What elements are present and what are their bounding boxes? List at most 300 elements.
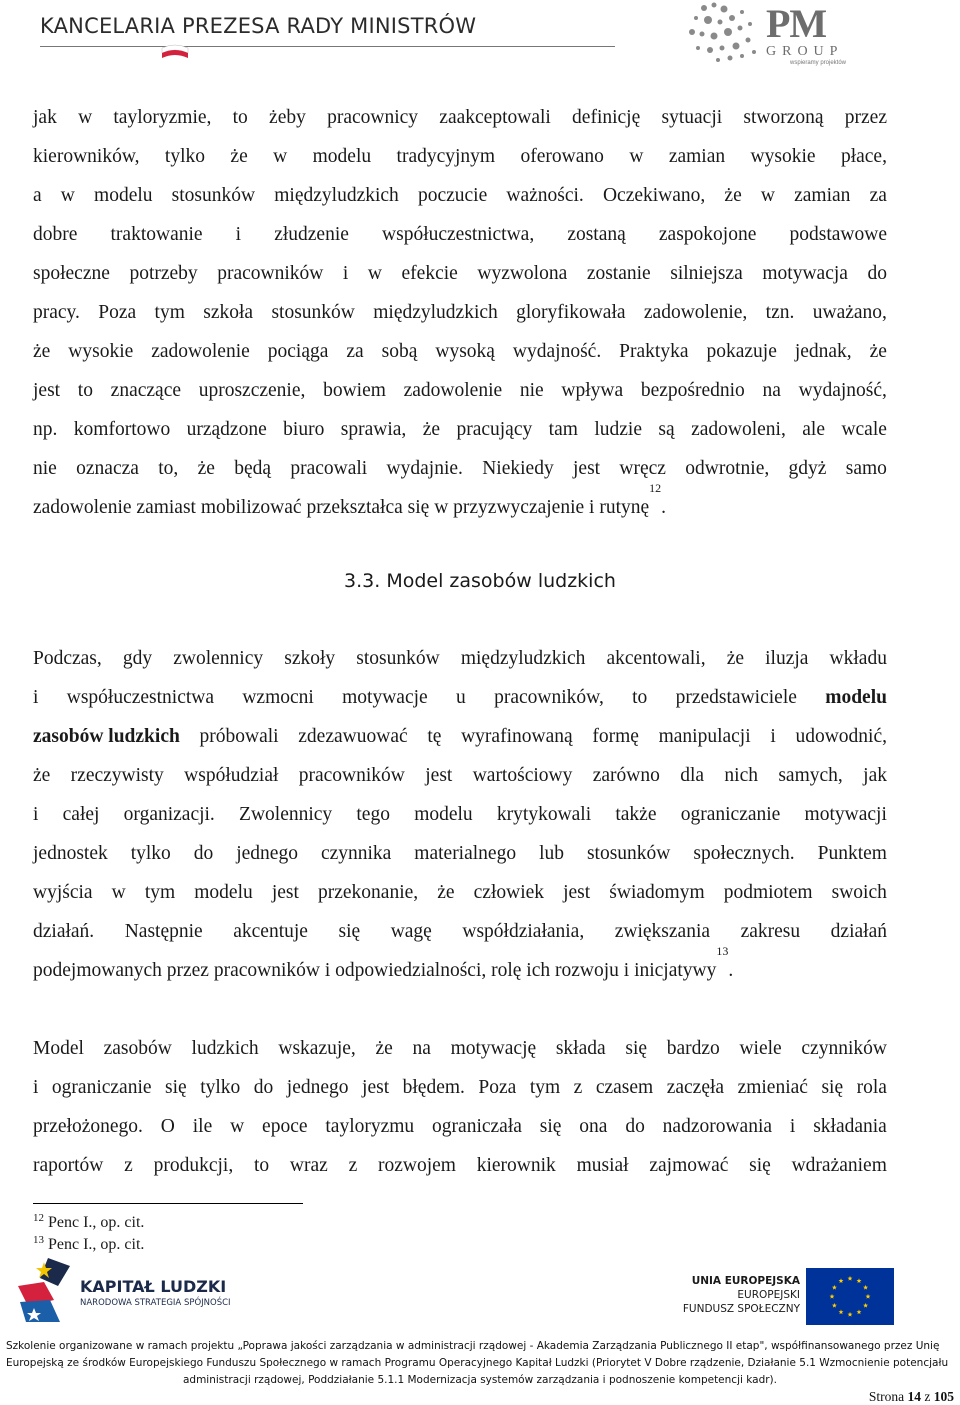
word: za xyxy=(869,185,887,206)
paragraph-1 xyxy=(33,98,887,527)
word: wysoką xyxy=(435,341,495,362)
word: a xyxy=(33,185,42,206)
word: rozwojem xyxy=(377,1155,456,1176)
word: czasem xyxy=(595,1077,654,1098)
word: modelu xyxy=(94,185,153,206)
word: pracowników xyxy=(217,263,324,284)
word: czynników xyxy=(801,1038,887,1059)
word: przez xyxy=(844,107,887,128)
word: jednostek xyxy=(33,843,108,864)
text-line xyxy=(33,98,887,137)
word: że xyxy=(197,458,215,479)
eu-flag-icon xyxy=(806,1268,894,1325)
word: jest xyxy=(271,882,299,903)
text-line xyxy=(33,1146,887,1185)
word: że xyxy=(422,419,441,440)
word: czynnika xyxy=(320,843,392,864)
pm-logo-tagline: wspieramy projektów xyxy=(790,60,847,66)
word: gloryfikowała xyxy=(516,302,626,323)
word: współudział xyxy=(184,765,279,786)
word: raportów xyxy=(33,1155,104,1176)
word: jednak, xyxy=(794,341,852,362)
word: szkoła xyxy=(203,302,254,323)
word: formę xyxy=(592,726,639,747)
word: działań. xyxy=(33,921,95,942)
word: nich xyxy=(724,765,758,786)
word: ograniczanie xyxy=(680,804,781,825)
text-line xyxy=(33,449,887,488)
text-line xyxy=(33,912,887,951)
word: wagę xyxy=(390,921,432,942)
word: tym xyxy=(529,1077,561,1098)
text-line xyxy=(33,215,887,254)
word: działań xyxy=(830,921,887,942)
word: wyrafinowaną xyxy=(461,726,573,747)
word: ludzie xyxy=(594,419,642,440)
word: modelu xyxy=(414,804,473,825)
kapital-ludzki-subtitle: NARODOWA STRATEGIA SPÓJNOŚCI xyxy=(80,1298,231,1308)
word: to xyxy=(232,107,248,128)
text-line xyxy=(33,293,887,332)
word: ale xyxy=(802,419,826,440)
word: zadowolenie, xyxy=(643,302,748,323)
word: Podczas, xyxy=(33,648,102,669)
word: stworzoną xyxy=(743,107,824,128)
word: składania xyxy=(813,1116,887,1137)
word: tradycyjnym xyxy=(396,146,496,167)
word: silniejsza xyxy=(670,263,743,284)
word: międzyludzkich xyxy=(274,185,399,206)
word: zostaną xyxy=(567,224,626,245)
word: definicję xyxy=(572,107,641,128)
text-line xyxy=(33,834,887,873)
word: w xyxy=(760,185,775,206)
word: gdyż xyxy=(788,458,827,479)
footnote-13 xyxy=(33,1236,144,1254)
word: nie xyxy=(519,380,544,401)
word: wysokie xyxy=(750,146,816,167)
word: międzyludzkich xyxy=(373,302,498,323)
word: tylko xyxy=(164,146,206,167)
eu-label-line: EUROPEJSKI xyxy=(737,1289,800,1301)
word: lub xyxy=(539,843,564,864)
word: na xyxy=(412,1038,431,1059)
footnote-separator xyxy=(33,1203,303,1204)
footer-info-line: Szkolenie organizowane w ramach projektu „Poprawa jakości zarządzania w administracji rządowej - Akademia Zarządzania Publicznego II etap", współfinansowanego przez Unię xyxy=(6,1340,940,1352)
word: wkładu xyxy=(829,648,887,669)
footer-info-line: Europejską ze środków Europejskiego Funduszu Społecznego w ramach Programu Operacyjnego Kapitał Ludzki (Priorytet V Dobre rządzenie, Działanie 5.1 Wzmocnienie potencjału xyxy=(6,1357,949,1369)
word: organizacji. xyxy=(123,804,215,825)
word: jest xyxy=(33,380,61,401)
sentence-end: . xyxy=(728,960,734,981)
footnote-number: 12 xyxy=(33,1212,44,1224)
text-line xyxy=(33,717,887,756)
word: wydajność, xyxy=(798,380,887,401)
word: współdziałania, xyxy=(462,921,585,942)
word: u xyxy=(456,687,466,708)
word: bezpośrednio xyxy=(640,380,745,401)
word: potrzeby xyxy=(129,263,198,284)
word: tę xyxy=(427,726,442,747)
word: jest xyxy=(362,1077,390,1098)
word: do xyxy=(193,843,214,864)
word: szkoły xyxy=(284,648,336,669)
word: modelu xyxy=(194,882,253,903)
word: wydajność. xyxy=(512,341,602,362)
word: samo xyxy=(845,458,887,479)
page-number xyxy=(869,1389,954,1405)
word: się xyxy=(625,1038,648,1059)
word: to xyxy=(253,1155,270,1176)
page-of: z xyxy=(924,1389,931,1404)
word: epoce xyxy=(262,1116,308,1137)
word: współuczestnictwa xyxy=(66,687,215,708)
word: manipulacji xyxy=(658,726,751,747)
word: do xyxy=(867,263,887,284)
word: próbowali xyxy=(199,726,279,747)
word: pracy. xyxy=(33,302,80,323)
word: że xyxy=(869,341,887,362)
word: znaczące xyxy=(110,380,182,401)
word: musiał xyxy=(576,1155,629,1176)
text-line xyxy=(33,1029,887,1068)
word: jest xyxy=(425,765,453,786)
word: iluzja xyxy=(765,648,809,669)
word: zamian xyxy=(668,146,726,167)
header-title: KANCELARIA PREZESA RADY MINISTRÓW xyxy=(40,14,477,38)
page-label: Strona xyxy=(868,1389,905,1404)
text-line xyxy=(33,1068,887,1107)
text-line xyxy=(33,795,887,834)
word: pracowników, xyxy=(494,687,604,708)
word: wydajnie. xyxy=(386,458,463,479)
footnote-text: Penc I., op. cit. xyxy=(48,1214,145,1231)
word: wyzwolona xyxy=(477,263,568,284)
word: tylko xyxy=(200,1077,241,1098)
word: że xyxy=(724,185,742,206)
word: pociąga xyxy=(267,341,329,362)
word: samych, xyxy=(778,765,843,786)
word: się xyxy=(821,1077,844,1098)
word: jednego xyxy=(236,843,298,864)
word: wskazuje, xyxy=(278,1038,356,1059)
word: w xyxy=(367,263,382,284)
word: ograniczała xyxy=(432,1116,522,1137)
word: odwrotnie, xyxy=(685,458,770,479)
word: społeczne xyxy=(33,263,110,284)
word: motywacji xyxy=(804,804,887,825)
eu-label-line: FUNDUSZ SPOŁECZNY xyxy=(682,1303,800,1315)
word: pracujący xyxy=(456,419,533,440)
word: Oczekiwano, xyxy=(602,185,706,206)
word: Punktem xyxy=(817,843,887,864)
word: akcentuje xyxy=(233,921,308,942)
word: materialnego xyxy=(414,843,517,864)
word: wraz xyxy=(289,1155,328,1176)
word: w xyxy=(60,185,75,206)
word: jest xyxy=(573,458,601,479)
word: na xyxy=(762,380,781,401)
word: motywacje xyxy=(342,687,428,708)
word: się xyxy=(539,1116,562,1137)
word: modelu xyxy=(312,146,372,167)
word: jak xyxy=(863,765,887,786)
word: się xyxy=(165,1077,187,1098)
pm-group-logo xyxy=(766,1,852,66)
word: tylko xyxy=(130,843,171,864)
word: i xyxy=(33,1077,39,1098)
word: jednego xyxy=(286,1077,349,1098)
word: wyjścia xyxy=(33,882,93,903)
word: wzmocni xyxy=(242,687,314,708)
footnote-12 xyxy=(33,1214,144,1232)
word: sobą xyxy=(381,341,418,362)
word: się xyxy=(338,921,361,942)
word: oznacza xyxy=(76,458,139,479)
word: motywację xyxy=(450,1038,537,1059)
word: że xyxy=(437,882,455,903)
bold-term: modelu xyxy=(825,687,887,708)
word: dla xyxy=(680,765,705,786)
word: tym xyxy=(144,882,176,903)
sentence-end: . xyxy=(661,497,667,518)
text-line xyxy=(33,332,887,371)
text-line-content: zadowolenie zamiast mobilizować przekształca się w przyzwyczajenie i rutynę xyxy=(33,497,650,518)
text-line xyxy=(33,176,887,215)
polish-flag-icon xyxy=(160,44,190,62)
kapital-ludzki-title: KAPITAŁ LUDZKI xyxy=(80,1277,227,1296)
page-current: 14 xyxy=(907,1389,921,1404)
text-line xyxy=(33,410,887,449)
word: i xyxy=(235,224,242,245)
word: ograniczanie xyxy=(51,1077,152,1098)
word: oferowano xyxy=(520,146,604,167)
word: przełożonego. xyxy=(33,1116,143,1137)
word: z xyxy=(124,1155,133,1176)
word: zaakceptowali xyxy=(439,107,551,128)
word: tego xyxy=(356,804,390,825)
word: tam xyxy=(548,419,578,440)
footnote-text: Penc I., op. cit. xyxy=(48,1236,145,1253)
word: współuczestnictwa, xyxy=(382,224,535,245)
word: Model xyxy=(33,1038,84,1059)
word: zdezawuować xyxy=(298,726,408,747)
word: bowiem xyxy=(323,380,386,401)
word: podmiotem xyxy=(723,882,813,903)
word: także xyxy=(615,804,657,825)
word: Poza xyxy=(478,1077,517,1098)
text-line xyxy=(33,639,887,678)
kapital-ludzki-logo-icon xyxy=(14,1256,72,1324)
word: stosunków xyxy=(271,302,355,323)
text-line xyxy=(33,254,887,293)
word: w xyxy=(230,1116,245,1137)
word: w xyxy=(78,107,93,128)
word: zajmować xyxy=(649,1155,729,1176)
word: w xyxy=(629,146,644,167)
word: nie xyxy=(33,458,57,479)
pm-group-dots-icon xyxy=(684,0,760,66)
word: zasobów xyxy=(103,1038,172,1059)
paragraph-2 xyxy=(33,639,887,990)
word: wręcz xyxy=(619,458,666,479)
word: do xyxy=(253,1077,274,1098)
word: przedstawiciele xyxy=(675,687,797,708)
word: Poza xyxy=(98,302,137,323)
word: poczucie xyxy=(417,185,488,206)
word: uważano, xyxy=(812,302,887,323)
word: wcale xyxy=(841,419,887,440)
eu-label-line: UNIA EUROPEJSKA xyxy=(691,1275,800,1287)
text-line xyxy=(33,678,887,717)
word: i xyxy=(33,687,39,708)
word: pracowali xyxy=(290,458,368,479)
text-line xyxy=(33,873,887,912)
pm-logo-letters: PM xyxy=(766,1,827,46)
word: pokazuje xyxy=(706,341,777,362)
word: rola xyxy=(856,1077,887,1098)
word: zadowoleni, xyxy=(691,419,786,440)
word: ludzkich xyxy=(191,1038,259,1059)
word: dobre xyxy=(33,224,78,245)
word: komfortowo xyxy=(73,419,171,440)
text-line-last xyxy=(33,481,887,527)
word: pracowników xyxy=(298,765,405,786)
word: że xyxy=(726,648,744,669)
word: ile xyxy=(192,1116,213,1137)
word: wiele xyxy=(739,1038,782,1059)
word: tayloryzmu xyxy=(325,1116,415,1137)
section-heading: 3.3. Model zasobów ludzkich xyxy=(344,570,616,592)
word: że xyxy=(33,765,51,786)
word: to xyxy=(77,380,93,401)
word: w xyxy=(273,146,288,167)
word: za xyxy=(346,341,364,362)
footnote-ref-13[interactable]: 13 xyxy=(716,944,729,958)
paragraph-3 xyxy=(33,1029,887,1185)
word: się xyxy=(749,1155,771,1176)
word: pracownicy xyxy=(327,107,419,128)
word: wysokie xyxy=(68,341,134,362)
word: człowiek xyxy=(473,882,545,903)
word: i xyxy=(770,726,776,747)
text-line xyxy=(33,1107,887,1146)
word: zadowolenie xyxy=(151,341,250,362)
word: zmieniać xyxy=(737,1077,808,1098)
word: to xyxy=(632,687,648,708)
word: jest xyxy=(563,882,591,903)
word: Niekiedy xyxy=(482,458,554,479)
footer-project-info xyxy=(0,1338,960,1389)
word: i xyxy=(342,263,349,284)
text-line xyxy=(33,137,887,176)
word: jak xyxy=(33,107,57,128)
word: nadzorowania xyxy=(662,1116,773,1137)
word: Praktyka xyxy=(619,341,689,362)
word: bardzo xyxy=(666,1038,720,1059)
word: społecznych. xyxy=(693,843,795,864)
word: udowodnić, xyxy=(795,726,887,747)
bold-term-part2 xyxy=(33,717,180,756)
word: w xyxy=(111,882,126,903)
word: motywacja xyxy=(762,263,848,284)
word: zostanie xyxy=(586,263,651,284)
word: zaczęła xyxy=(666,1077,725,1098)
word: zaspokojone xyxy=(658,224,757,245)
word: wpływa xyxy=(561,380,624,401)
footnote-number: 13 xyxy=(33,1234,44,1246)
text-line-last xyxy=(33,944,887,990)
pm-logo-group: GROUP xyxy=(766,44,844,59)
word: zarówno xyxy=(592,765,660,786)
word: urządzone xyxy=(186,419,267,440)
word: zwiększania xyxy=(614,921,711,942)
word: stosunków xyxy=(586,843,671,864)
word: sytuacji xyxy=(661,107,723,128)
word: produkcji, xyxy=(153,1155,234,1176)
header-rule xyxy=(40,46,615,47)
word: i xyxy=(789,1116,796,1137)
word: błędem. xyxy=(402,1077,465,1098)
word: do xyxy=(625,1116,645,1137)
word: akcentowali, xyxy=(606,648,706,669)
word: z xyxy=(573,1077,583,1098)
word: ona xyxy=(579,1116,608,1137)
page-total: 105 xyxy=(933,1389,954,1404)
eu-fund-label xyxy=(676,1274,800,1316)
word: tym xyxy=(154,302,185,323)
word: to, xyxy=(158,458,179,479)
word: biuro xyxy=(283,419,325,440)
word: stosunków xyxy=(356,648,440,669)
text-line-content: podejmowanych przez pracowników i odpowiedzialności, rolę ich rozwoju i inicjatywy xyxy=(33,960,717,981)
text-line xyxy=(33,371,887,410)
word: zamian xyxy=(794,185,851,206)
word: swoich xyxy=(831,882,887,903)
word: są xyxy=(658,419,675,440)
word: efekcie xyxy=(401,263,458,284)
word: stosunków xyxy=(171,185,256,206)
word: płace, xyxy=(840,146,887,167)
word: składa xyxy=(555,1038,606,1059)
word: wartościowy xyxy=(472,765,573,786)
footer-info-line: administracji rządowej, Poddziałanie 5.1.1 Modernizacja systemów zarządzania i podnoszenie kompetencji kadr). xyxy=(182,1374,777,1386)
word: O xyxy=(160,1116,175,1137)
word: międzyludzkich xyxy=(460,648,586,669)
word: Następnie xyxy=(124,921,203,942)
word: z xyxy=(348,1155,358,1176)
word: że xyxy=(375,1038,393,1059)
word: uproszczenie, xyxy=(198,380,306,401)
word: tzn. xyxy=(765,302,795,323)
word: traktowanie xyxy=(110,224,203,245)
word: całej xyxy=(62,804,100,825)
text-line xyxy=(33,756,887,795)
word: krytykowali xyxy=(496,804,592,825)
word: że xyxy=(33,341,51,362)
bold-term-part1 xyxy=(825,678,887,717)
word: kierowników, xyxy=(33,146,140,167)
word: że xyxy=(230,146,248,167)
word: sprawia, xyxy=(340,419,407,440)
word: rzeczywisty xyxy=(70,765,164,786)
word: np. xyxy=(33,419,58,440)
footnote-ref-12[interactable]: 12 xyxy=(649,481,662,495)
word: świadomym xyxy=(609,882,705,903)
word: przekonanie, xyxy=(318,882,419,903)
word: podstawowe xyxy=(789,224,887,245)
word: wdrażaniem xyxy=(791,1155,887,1176)
